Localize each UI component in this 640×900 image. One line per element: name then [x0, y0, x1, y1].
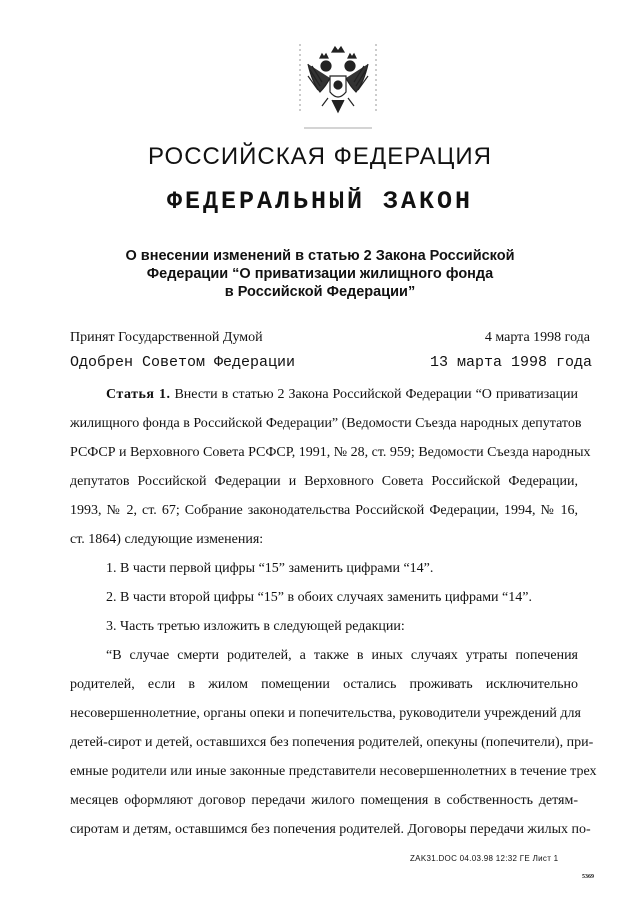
article-label: Статья 1. [106, 387, 171, 402]
law-title [60, 247, 580, 301]
page-number: 5369 [582, 874, 594, 880]
law-title-line: Федерации “О приватизации жилищного фонда [146, 266, 494, 282]
article-body [70, 380, 597, 844]
russian-coat-of-arms-icon [298, 42, 378, 132]
article-line: РСФСР и Верховного Совета РСФСР, 1991, № 28, ст. 959; Ведомости Съезда народных [70, 445, 591, 460]
council-date: 13 марта 1998 года [429, 354, 592, 371]
country-heading: РОССИЙСКАЯ ФЕДЕРАЦИЯ [148, 143, 492, 170]
duma-label: Принят Государственной Думой [70, 330, 263, 345]
council-label: Одобрен Советом Федерации [70, 354, 296, 371]
article-item: 2. В части второй цифры “15” в обоих случаях заменить цифрами “14”. [106, 590, 532, 605]
article-line: 1993, № 2, ст. 67; Собрание законодательства Российской Федерации, 1994, № 16, [70, 503, 578, 518]
article-line: депутатов Российской Федерации и Верховного Совета Российской Федерации, [70, 474, 578, 489]
duma-date: 4 марта 1998 года [484, 330, 590, 345]
article-line: ст. 1864) следующие изменения: [70, 532, 264, 547]
article-line: емные родители или иные законные представители несовершеннолетних в течение трех [70, 764, 597, 779]
law-title-line: в Российской Федерации” [224, 284, 416, 300]
article-line: “В случае смерти родителей, а также в иных случаях утраты попечения [106, 648, 578, 663]
law-title-line: О внесении изменений в статью 2 Закона Российской [125, 248, 515, 264]
article-line: детей-сирот и детей, оставшихся без попечения родителей, опекуны (попечители), при- [70, 735, 594, 750]
law-type-heading: ФЕДЕРАЛЬНЫЙ ЗАКОН [166, 187, 474, 216]
article-item: 1. В части первой цифры “15” заменить цифрами “14”. [106, 561, 434, 576]
article-line: родителей, если в жилом помещении остались проживать исключительно [70, 677, 578, 692]
article-line: Статья 1. Внести в статью 2 Закона Российской Федерации “О приватизации [106, 387, 578, 402]
article-line: месяцев оформляют договор передачи жилого помещения в собственность детям- [70, 793, 578, 808]
article-line: сиротам и детям, оставшимся без попечения родителей. Договоры передачи жилых по- [70, 822, 591, 837]
article-item: 3. Часть третью изложить в следующей редакции: [106, 619, 405, 634]
document-code: ZAK31.DOC 04.03.98 12:32 ГЕ Лист 1 [410, 854, 559, 863]
article-line: жилищного фонда в Российской Федерации” (Ведомости Съезда народных депутатов [70, 416, 582, 431]
article-line: несовершеннолетние, органы опеки и попечительства, руководители учреждений для [70, 706, 581, 721]
